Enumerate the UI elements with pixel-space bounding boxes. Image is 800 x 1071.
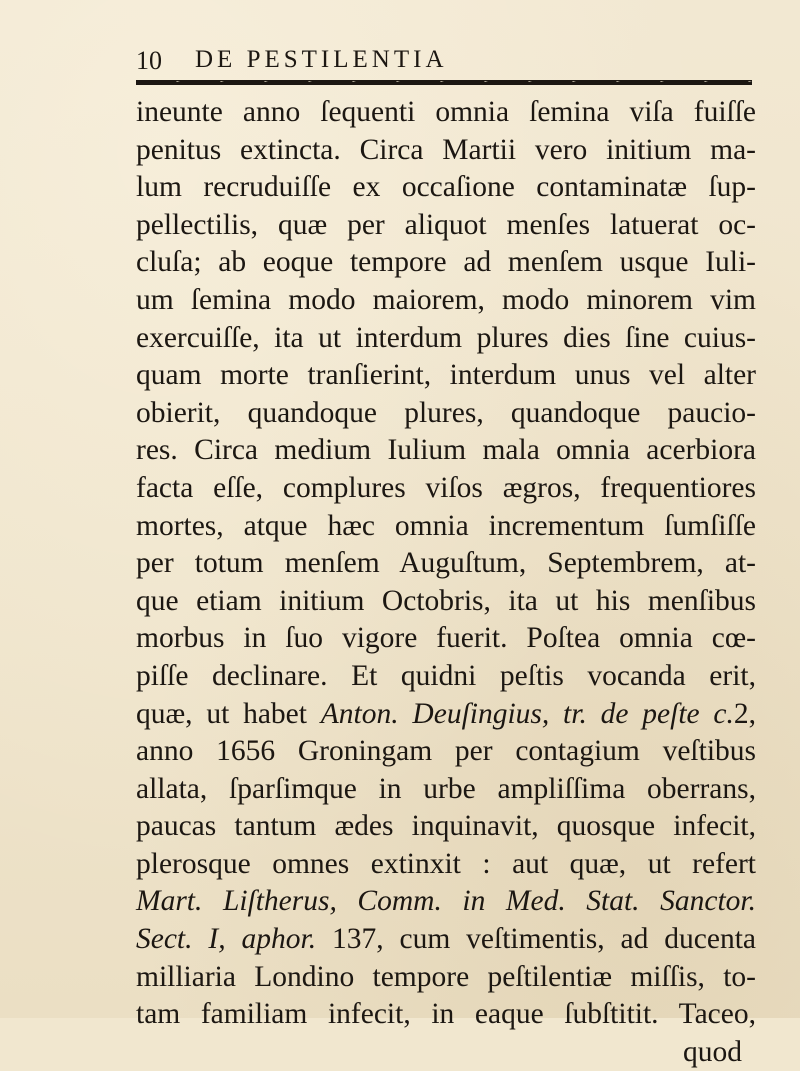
text-line: [136, 320, 756, 358]
text-line: [136, 132, 756, 170]
text-line: [136, 282, 756, 320]
line-text: cluſa; ab eoque tempore ad menſem usque Iuli-: [136, 246, 756, 279]
text-line: [136, 658, 756, 696]
text-line: [136, 921, 756, 959]
line-text: mortes, atque hæc omnia incrementum ſumſiſſe: [136, 509, 756, 542]
line-text: facta eſſe, complures viſos ægros, frequentiores: [136, 471, 756, 504]
text-line: [136, 207, 756, 245]
text-line: [136, 808, 756, 846]
text-line: [136, 959, 756, 997]
line-text: penitus extincta. Circa Martii vero initium ma-: [136, 133, 756, 166]
text-line: [136, 583, 756, 621]
text-line: [136, 771, 756, 809]
text-line: [136, 470, 756, 508]
italic-citation: Mart. Liſtherus, Comm. in Med. Stat. Sanctor.: [136, 885, 756, 918]
line-text: morbus in ſuo vigore fuerit. Poſtea omnia cœ-: [136, 622, 756, 655]
line-text: quæ, ut habet: [136, 697, 321, 730]
line-text: um ſemina modo maiorem, modo minorem vim: [136, 283, 756, 316]
line-text: piſſe declinare. Et quidni peſtis vocanda erit,: [136, 659, 756, 692]
text-line: [136, 395, 756, 433]
running-head: DE PESTILENTIA: [195, 46, 448, 73]
line-text: plerosque omnes extinxit : aut quæ, ut refert: [136, 847, 756, 880]
italic-citation: Sect. I, aphor.: [136, 923, 317, 956]
line-text: pellectilis, quæ per aliquot menſes latuerat oc-: [136, 208, 756, 241]
line-text: lum recruduiſſe ex occaſione contaminatæ ſup-: [136, 171, 756, 204]
line-text: paucas tantum ædes inquinavit, quosque infecit,: [136, 810, 756, 843]
text-line: [136, 883, 756, 921]
text-line: [136, 508, 756, 546]
text-line: [136, 169, 756, 207]
text-line: [136, 94, 756, 132]
line-text: exercuiſſe, ita ut interdum plures dies ſine cuius-: [136, 321, 756, 354]
line-text: anno 1656 Groningam per contagium veſtibus: [136, 735, 756, 768]
page-header: [136, 40, 756, 80]
line-text: 137, cum veſtimentis, ad ducenta: [316, 923, 756, 956]
text-line: [136, 696, 756, 734]
line-text: que etiam initium Octobris, ita ut his menſibus: [136, 584, 756, 617]
italic-citation: Anton. Deuſingius, tr. de peſte c.: [320, 697, 734, 730]
text-line: [136, 545, 756, 583]
header-rule: [136, 80, 752, 85]
text-line: [136, 846, 756, 884]
line-text: allata, ſparſimque in urbe ampliſſima oberrans,: [136, 772, 756, 805]
text-line: [136, 432, 756, 470]
line-text: obierit, quandoque plures, quandoque paucio-: [136, 396, 756, 429]
line-text: quam morte tranſierint, interdum unus vel alter: [136, 359, 756, 392]
text-line: [136, 357, 756, 395]
line-text: milliaria Londino tempore peſtilentiæ miſſis, to-: [136, 960, 756, 993]
text-line: [136, 244, 756, 282]
text-line: [136, 996, 756, 1034]
line-text: quod: [683, 1035, 742, 1068]
line-text: 2,: [733, 697, 756, 730]
text-line: [136, 1034, 756, 1071]
line-text: ineunte anno ſequenti omnia ſemina viſa fuiſſe: [136, 96, 756, 128]
page-number: 10: [136, 46, 162, 75]
text-line: [136, 620, 756, 658]
text-line: [136, 733, 756, 771]
line-text: tam familiam infecit, in eaque ſubſtitit. Taceo,: [136, 998, 756, 1031]
body-text: [136, 94, 756, 1071]
line-text: res. Circa medium Iulium mala omnia acerbiora: [136, 434, 756, 467]
line-text: per totum menſem Auguſtum, Septembrem, at-: [136, 547, 756, 580]
